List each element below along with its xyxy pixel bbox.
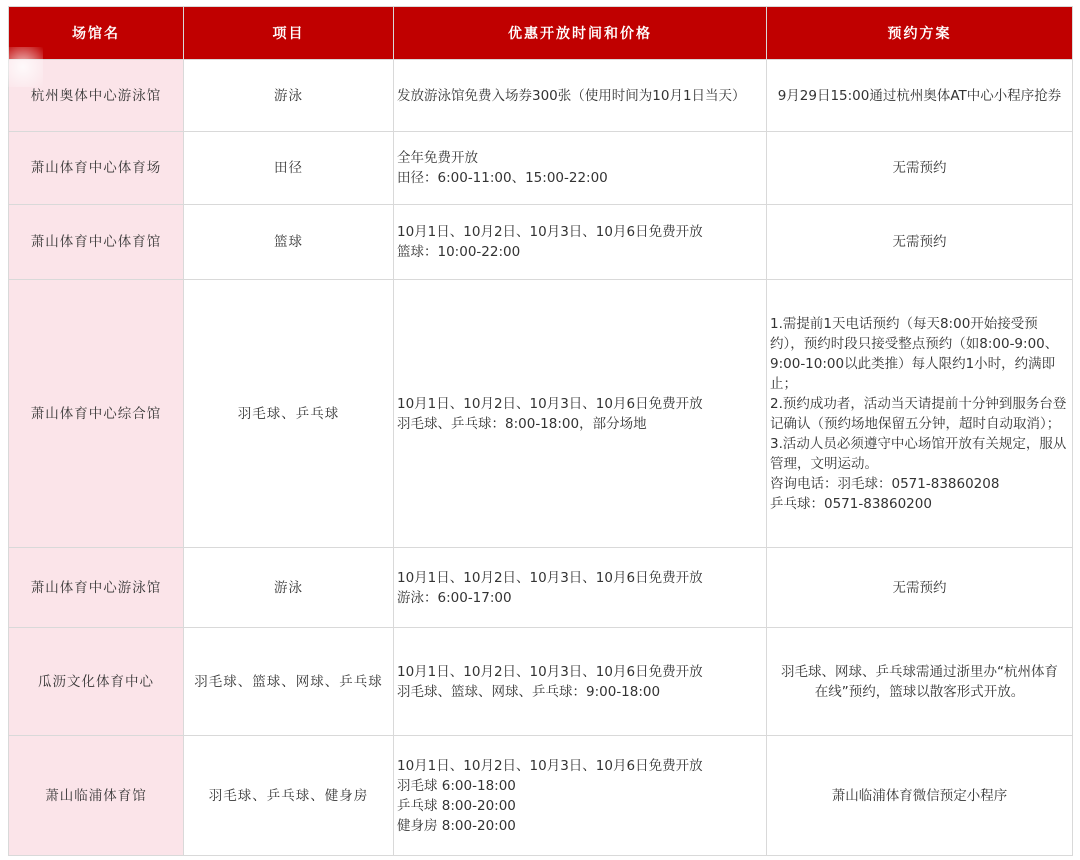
time-line: 篮球：10:00-22:00 — [397, 244, 521, 260]
booking-cell — [767, 548, 1073, 628]
project-cell: 羽毛球、乒乓球、健身房 — [184, 736, 394, 856]
project-cell: 游泳 — [184, 548, 394, 628]
table-row — [9, 628, 1073, 736]
time-cell — [394, 548, 767, 628]
venue-cell: 萧山体育中心体育馆 — [9, 205, 184, 280]
header-venue: 场馆名 — [9, 7, 184, 60]
time-line: 发放游泳馆免费入场券300张（使用时间为10月1日当天） — [397, 87, 746, 104]
booking-line: 无需预约 — [892, 160, 947, 176]
table-header-row — [9, 7, 1073, 60]
project-cell: 羽毛球、篮球、网球、乒乓球 — [184, 628, 394, 736]
time-line: 全年免费开放 — [397, 150, 478, 166]
time-line: 10月1日、10月2日、10月3日、10月6日免费开放 — [397, 663, 703, 680]
venue-schedule-table — [8, 6, 1073, 856]
project-cell: 游泳 — [184, 60, 394, 132]
time-line: 10月1日、10月2日、10月3日、10月6日免费开放 — [397, 757, 703, 774]
table-row — [9, 280, 1073, 548]
table-row — [9, 548, 1073, 628]
time-cell — [394, 736, 767, 856]
booking-cell — [767, 628, 1073, 736]
time-line: 10月1日、10月2日、10月3日、10月6日免费开放 — [397, 569, 703, 586]
venue-cell: 瓜沥文化体育中心 — [9, 628, 184, 736]
time-line: 羽毛球、篮球、网球、乒乓球：9:00-18:00 — [397, 683, 661, 700]
time-line: 健身房 8:00-20:00 — [397, 817, 516, 834]
table-row — [9, 132, 1073, 205]
time-line: 10月1日、10月2日、10月3日、10月6日免费开放 — [397, 224, 703, 240]
time-cell — [394, 132, 767, 205]
venue-cell: 萧山临浦体育馆 — [9, 736, 184, 856]
booking-cell — [767, 132, 1073, 205]
booking-rule-3: 3.活动人员必须遵守中心场馆开放有关规定，服从管理，文明运动。 — [770, 435, 1067, 472]
header-time-price: 优惠开放时间和价格 — [394, 7, 767, 60]
booking-line: 萧山临浦体育微信预定小程序 — [831, 787, 1008, 804]
booking-cell — [767, 60, 1073, 132]
table-row — [9, 205, 1073, 280]
time-line: 10月1日、10月2日、10月3日、10月6日免费开放 — [397, 395, 703, 412]
time-cell — [394, 628, 767, 736]
booking-phone-pingpong: 乒乓球：0571-83860200 — [770, 495, 932, 512]
time-cell — [394, 60, 767, 132]
booking-phone-badminton: 咨询电话：羽毛球：0571-83860208 — [770, 475, 1000, 492]
project-cell: 篮球 — [184, 205, 394, 280]
header-booking: 预约方案 — [767, 7, 1073, 60]
time-line: 田径：6:00-11:00、15:00-22:00 — [397, 170, 608, 186]
venue-cell: 萧山体育中心综合馆 — [9, 280, 184, 548]
table-row — [9, 736, 1073, 856]
venue-cell: 萧山体育中心游泳馆 — [9, 548, 184, 628]
booking-cell — [767, 736, 1073, 856]
booking-cell — [767, 205, 1073, 280]
time-line: 羽毛球、乒乓球：8:00-18:00，部分场地 — [397, 415, 647, 432]
table-row — [9, 60, 1073, 132]
booking-line: 羽毛球、网球、乒乓球需通过浙里办“杭州体育在线”预约，篮球以散客形式开放。 — [781, 663, 1058, 700]
venue-cell: 萧山体育中心体育场 — [9, 132, 184, 205]
project-cell: 羽毛球、乒乓球 — [184, 280, 394, 548]
time-line: 游泳：6:00-17:00 — [397, 589, 512, 606]
booking-cell — [767, 280, 1073, 548]
booking-line: 9月29日15:00通过杭州奥体AT中心小程序抢券 — [777, 87, 1062, 104]
time-cell — [394, 205, 767, 280]
booking-rule-1: 1.需提前1天电话预约（每天8:00开始接受预约），预约时段只接受整点预约（如8:00-9:00、9:00-10:00以此类推）每人限约1小时，约满即止； — [770, 315, 1059, 392]
booking-line: 无需预约 — [892, 579, 947, 596]
project-cell: 田径 — [184, 132, 394, 205]
header-project: 项目 — [184, 7, 394, 60]
time-cell — [394, 280, 767, 548]
booking-rule-2: 2.预约成功者，活动当天请提前十分钟到服务台登记确认（预约场地保留五分钟，超时自动取消）； — [770, 395, 1067, 432]
booking-line: 无需预约 — [892, 234, 947, 250]
time-line: 乒乓球 8:00-20:00 — [397, 797, 516, 814]
venue-cell: 杭州奥体中心游泳馆 — [9, 60, 184, 132]
time-line: 羽毛球 6:00-18:00 — [397, 777, 516, 794]
